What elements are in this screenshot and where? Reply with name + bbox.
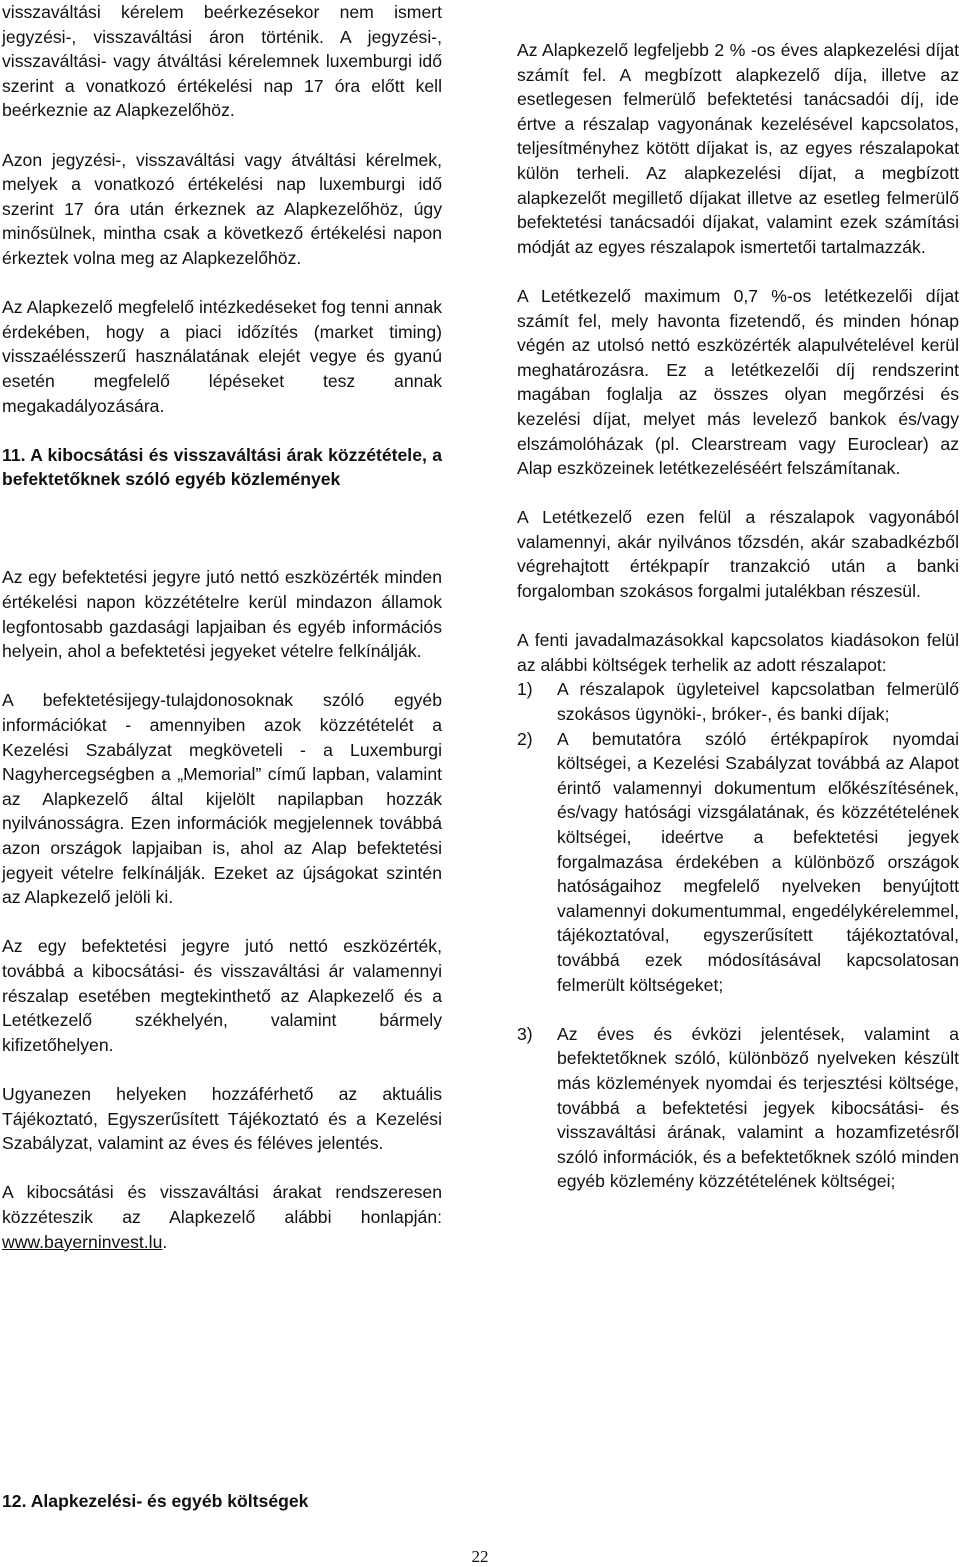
paragraph: Az egy befektetési jegyre jutó nettó eszközérték minden értékelési napon közzétételre kerül mindazon államok legfontosabb gazdasági lapjaiban és egyéb információs helyein, ahol a befektetési jegyeket vételre felkínálják. bbox=[2, 567, 442, 662]
list-item-text: Az éves és évközi jelentések, valamint a befektetőknek szóló, különböző nyelveken készült más közlemények nyomdai és terjesztési költsége, továbbá a befektetési jegyek kibocsátási- és visszaváltási árának, valamint a hozamfizetésről szóló információk, és a befektetőknek szóló minden egyéb közlemény közzétételének költségei; bbox=[557, 1023, 959, 1192]
paragraph: A befektetésijegy-tulajdonosoknak szóló egyéb információkat - amennyiben azok közzétételét a Kezelési Szabályzat megköveteli - a Luxemburgi Nagyhercegségben a „Memorial” című lapban, valamint az Alapkezelő által kijelölt napilapban hozzák nyilvánosságra. Ezen információk megjelennek továbbá azon országok lapjaiban is, ahol az Alap befektetési jegyeit vételre felkínálják. Ezeket az újságokat szintén az Alapkezelő jelöli ki. bbox=[2, 690, 442, 908]
paragraph: A Letétkezelő maximum 0,7 %-os letétkezelői díjat számít fel, mely havonta fizetendő, és minden hónap végén az utolsó nettó eszközérték alapulvételével kerül meghatározásra. Ez a letétkezelői díj rendszerint magában foglalja az összes olyan megőrzési és kezelési díjat, melyet más levelező bankok és/vagy elszámolóházak (pl. Clearstream vagy Euroclear) az Alap eszközeinek letétkezeléséért felszámítanak. bbox=[517, 285, 959, 479]
section-12-heading: 12. Alapkezelési- és egyéb költségek bbox=[2, 1491, 309, 1511]
page-number: 22 bbox=[471, 1547, 489, 1566]
paragraph: visszaváltási kérelem beérkezésekor nem ismert jegyzési-, visszaváltási áron történik. A jegyzési-, visszaváltási- vagy átváltási kérelemnek luxemburgi idő szerint a vonatkozó értékelési nap 17 óra előtt kell beérkeznie az Alapkezelőhöz. bbox=[2, 2, 442, 121]
paragraph: Az Alapkezelő megfelelő intézkedéseket fog tenni annak érdekében, hogy a piaci időzítés (market timing) visszaélésszerű használatának elejét vegye és gyanú esetén megfelelő lépéseket tesz annak megakadályozására. bbox=[2, 297, 442, 416]
cost-list bbox=[517, 677, 959, 1193]
right-column bbox=[517, 38, 959, 1194]
website-link[interactable]: www.bayerninvest.lu bbox=[2, 1231, 163, 1252]
paragraph: Az egy befektetési jegyre jutó nettó eszközérték, továbbá a kibocsátási- és visszaváltási ár valamennyi részalap esetében megtekinthető az Alapkezelő és a Letétkezelő székhelyén, valamint bármely kifizetőhelyen. bbox=[2, 936, 442, 1055]
paragraph: Azon jegyzési-, visszaváltási vagy átváltási kérelmek, melyek a vonatkozó értékelési nap luxemburgi idő szerint 17 óra után érkeznek az Alapkezelőhöz, úgy minősülnek, mintha csak a következő értékelési napon érkeztek volna meg az Alapkezelőhöz. bbox=[2, 149, 442, 268]
list-number: 1) bbox=[517, 679, 533, 700]
list-item bbox=[517, 1022, 959, 1194]
list-item-text: A részalapok ügyleteivel kapcsolatban felmerülő szokásos ügynöki-, bróker-, és banki díjak; bbox=[557, 679, 959, 725]
paragraph: Az Alapkezelő legfeljebb 2 % -os éves alapkezelési díjat számít fel. A megbízott alapkezelő díja, illetve az esetlegesen felmerülő befektetési tanácsadói díj, ide értve a részalap vagyonának kezelésével kapcsolatos, teljesítményhez kötött díjakat is, az egyes részalapokat külön terheli. Az alapkezelési díjat, a megbízott alapkezelőt megillető díjakat illetve az esetleg felmerülő befektetési tanácsadói díjakat, valamint ezek számítási módját az egyes részalapok ismertetői tartalmazzák. bbox=[517, 40, 959, 257]
list-number: 3) bbox=[517, 1023, 533, 1044]
list-number: 2) bbox=[517, 728, 533, 749]
left-column bbox=[2, 0, 442, 1254]
list-item-text: A bemutatóra szóló értékpapírok nyomdai költségei, a Kezelési Szabályzat továbbá az Alapot érintő valamennyi dokumentum előkészítésének, és/vagy hatósági vizsgálatának, és közzétételének költségei, ideértve a befektetési jegyek forgalmazása érdekében a különböző országok hatóságaihoz megfelelő nyelveken benyújtott valamennyi dokumentummal, engedélykérelemmel, tájékoztatóval, egyszerűsített tájékoztatóval, továbbá ezek módosításával kapcsolatosan felmerült költségeket; bbox=[557, 728, 959, 995]
section-11-heading: 11. A kibocsátási és visszaváltási árak közzététele, a befektetőknek szóló egyéb közlemények bbox=[2, 444, 442, 490]
paragraph: A Letétkezelő ezen felül a részalapok vagyonából valamennyi, akár nyilvános tőzsdén, akár szabadkézből végrehajtott értékpapír tranzakció után a banki forgalomban szokásos forgalmi jutalékban részesül. bbox=[517, 507, 959, 602]
paragraph: Ugyanezen helyeken hozzáférhető az aktuális Tájékoztató, Egyszerűsített Tájékoztató és a Kezelési Szabályzat, valamint az éves és féléves jelentés. bbox=[2, 1083, 442, 1154]
list-item bbox=[517, 677, 959, 726]
spacer bbox=[2, 492, 442, 541]
paragraph-website bbox=[2, 1180, 442, 1254]
paragraph-text: A kibocsátási és visszaváltási árakat rendszeresen közzéteszik az Alapkezelő alábbi honlapján: bbox=[2, 1182, 442, 1227]
list-item bbox=[517, 727, 959, 998]
paragraph: A fenti javadalmazásokkal kapcsolatos kiadásokon felül az alábbi költségek terhelik az adott részalapot: bbox=[517, 630, 959, 675]
paragraph-end: . bbox=[162, 1231, 168, 1252]
